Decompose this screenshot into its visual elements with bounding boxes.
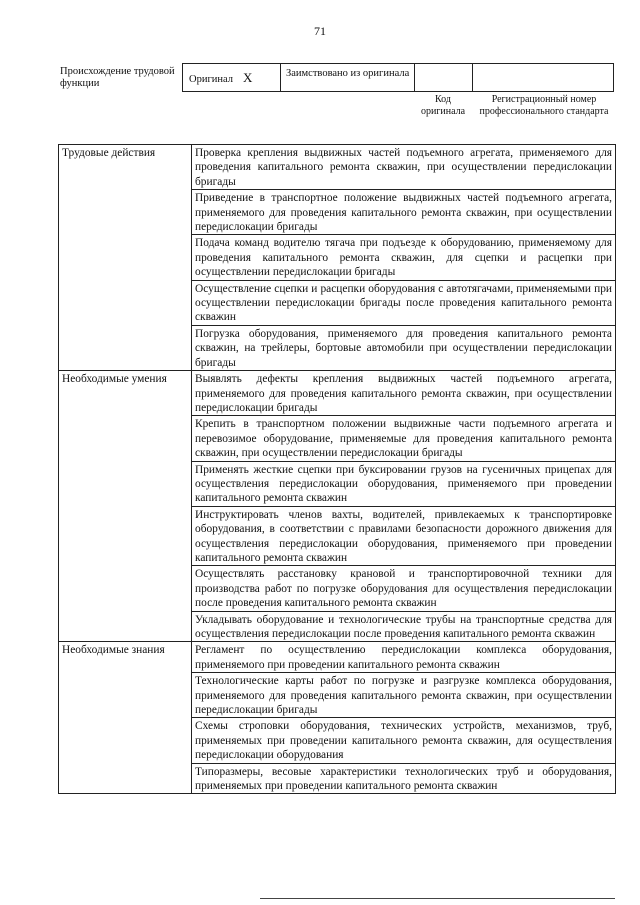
function-table: [58, 144, 616, 794]
section-title: Трудовые действия: [59, 145, 192, 371]
reg-number-label: Регистрационный номер профессионального стандарта: [479, 94, 609, 117]
original-mark: X: [243, 70, 253, 85]
table-cell: Применять жесткие сцепки при буксировании грузов на гусеничных прицепах для осуществления передислокации оборудования, применяемого при проведении капитального ремонта скважин: [192, 461, 616, 506]
table-cell: Инструктировать членов вахты, водителей, привлекаемых к транспортировке оборудования, в соответствии с правилами безопасности дорожного движения для осуществления передислокации оборудования, применяемого при проведении капитального ремонта скважин: [192, 506, 616, 566]
section-title: Необходимые знания: [59, 642, 192, 794]
table-cell: Проверка крепления выдвижных частей подъемного агрегата, применяемого для проведения капитального ремонта скважин, при осуществлении передислокации бригады: [192, 145, 616, 190]
table-cell: Осуществлять расстановку крановой и транспортировочной техники для производства работ по погрузке оборудования для осуществления передислокации после проведения капитального ремонта скважин: [192, 566, 616, 611]
bottom-divider: [260, 898, 615, 899]
origin-reg-cell: [472, 63, 614, 92]
borrowed-label: Заимствовано из оригинала: [286, 68, 410, 79]
table-cell: Крепить в транспортном положении выдвижные части подъемного агрегата и перевозимое оборудование, применяемые для проведения капитального ремонта скважин, при осуществлении передислокации бригады: [192, 416, 616, 461]
code-label: Код оригинала: [420, 94, 466, 117]
table-cell: Погрузка оборудования, применяемого для проведения капитального ремонта скважин, на трейлеры, бортовые автомобили при осуществлении передислокации бригады: [192, 325, 616, 370]
table-cell: Осуществление сцепки и расцепки оборудования с автотягачами, применяемыми при осуществлении передислокации бригады после проведения капитального ремонта скважин: [192, 280, 616, 325]
page-number: 71: [314, 24, 326, 38]
origin-label: Происхождение трудовой функции: [60, 66, 175, 89]
table-row: [59, 371, 616, 416]
table-cell: Типоразмеры, весовые характеристики технологических труб и оборудования, применяемых при проведении капитального ремонта скважин: [192, 763, 616, 794]
table-row: [59, 642, 616, 673]
table-cell: Схемы строповки оборудования, технических устройств, механизмов, труб, применяемых при проведении капитального ремонта скважин, для осуществления передислокации оборудования: [192, 718, 616, 763]
table-row: [59, 145, 616, 190]
origin-borrowed-cell: [280, 63, 414, 92]
table-cell: Выявлять дефекты крепления выдвижных частей подъемного агрегата, применяемого для проведения капитального ремонта скважин, при осуществлении передислокации бригады: [192, 371, 616, 416]
table-cell: Приведение в транспортное положение выдвижных частей подъемного агрегата, применяемого для проведения капитального ремонта скважин, при осуществлении передислокации бригады: [192, 190, 616, 235]
origin-code-cell: [414, 63, 472, 92]
table-cell: Регламент по осуществлению передислокации комплекса оборудования, применяемого при проведении капитального ремонта скважин: [192, 642, 616, 673]
original-label: Оригинал: [189, 74, 233, 85]
section-title: Необходимые умения: [59, 371, 192, 642]
table-cell: Укладывать оборудование и технологические трубы на транспортные средства для осуществления передислокации после проведения капитального ремонта скважин: [192, 611, 616, 642]
origin-original-cell: [182, 63, 280, 92]
table-cell: Технологические карты работ по погрузке и разгрузке комплекса оборудования, применяемого для проведения капитального ремонта скважин, при осуществлении передислокации бригады: [192, 673, 616, 718]
table-cell: Подача команд водителю тягача при подъезде к оборудованию, применяемому для проведения капитального ремонта скважин, для сцепки и расцепки при осуществлении передислокации бригады: [192, 235, 616, 280]
